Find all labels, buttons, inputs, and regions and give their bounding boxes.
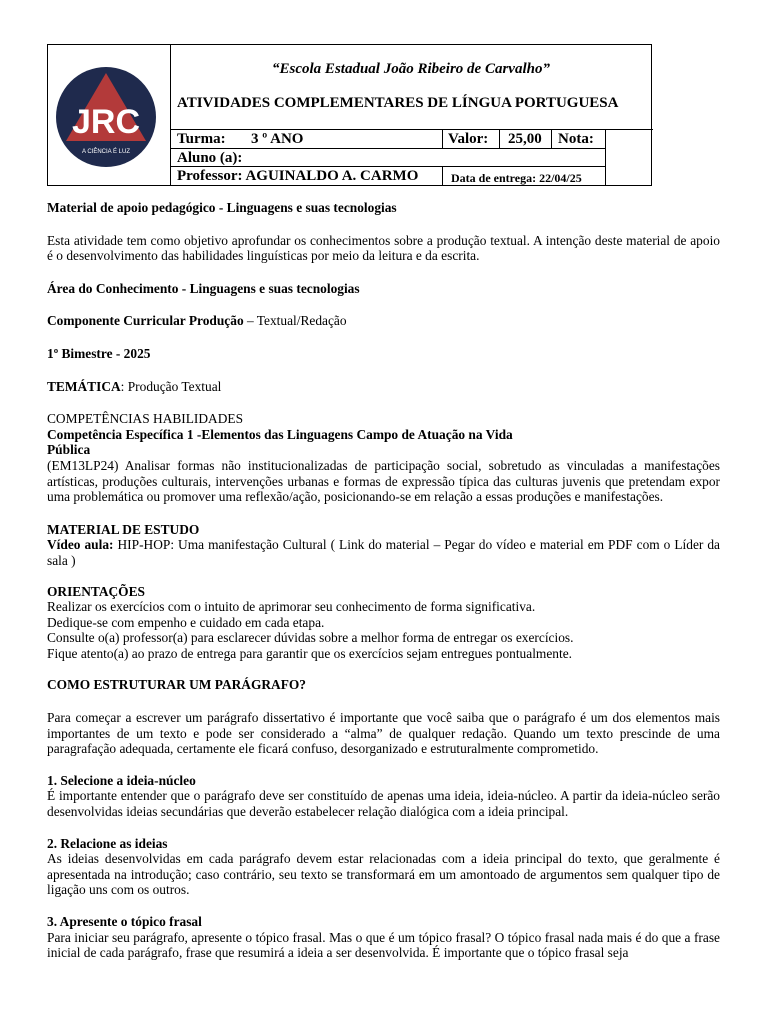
competency-specific: Competência Específica 1 -Elementos das Linguagens Campo de Atuação na Vida Pública [47, 426, 513, 458]
logo-text: JRC [71, 103, 141, 141]
turma-value: 3 º ANO [251, 131, 304, 147]
school-logo [54, 67, 158, 167]
study-material-heading: MATERIAL DE ESTUDO [47, 521, 200, 537]
valor-value: 25,00 [508, 131, 542, 147]
paragraph-heading: COMO ESTRUTURAR UM PARÁGRAFO? [47, 677, 306, 693]
step-title: 1. Selecione a ideia-núcleo [47, 772, 196, 788]
logo-motto: A CIÊNCIA É LUZ [81, 149, 131, 155]
header-table [47, 44, 652, 186]
component-line [47, 313, 720, 329]
step-text: Para iniciar seu parágrafo, apresente o tópico frasal. Mas o que é um tópico frasal? O tópico frasal nada mais é do que a frase inicial de cada parágrafo, frase que resumirá a ideia a ser desenvolvida. É importante que o tópico frasal seja [47, 929, 720, 961]
guideline-item: Dedique-se com empenho e cuidado em cada etapa. [47, 614, 325, 630]
bimester: 1º Bimestre - 2025 [47, 345, 151, 361]
support-title: Material de apoio pedagógico - Linguagens e suas tecnologias [47, 200, 397, 215]
document-body [47, 200, 720, 961]
intro-paragraph: Esta atividade tem como objetivo aprofundar os conhecimentos sobre a produção textual. A intenção deste material de apoio é o desenvolvimento das habilidades linguísticas por meio da leitura e da escrita. [47, 232, 720, 264]
theme-label: TEMÁTICA [47, 378, 121, 394]
aluno-label: Aluno (a): [177, 150, 243, 166]
video-text: HIP-HOP: Uma manifestação Cultural ( Link do material – Pegar do vídeo e material em PDF com o Líder da sala ) [47, 537, 721, 568]
valor-label: Valor: [448, 131, 489, 147]
step-title: 3. Apresente o tópico frasal [47, 914, 202, 929]
school-name: “Escola Estadual João Ribeiro de Carvalho” [272, 61, 550, 77]
component-rest: – Textual/Redação [243, 313, 347, 329]
guidelines-heading: ORIENTAÇÕES [47, 583, 145, 599]
area-heading: Área do Conhecimento - Linguagens e suas tecnologias [47, 280, 360, 296]
professor-label: Professor: AGUINALDO A. CARMO [177, 168, 419, 184]
delivery-date: Data de entrega: 22/04/25 [451, 171, 582, 185]
guideline-item: Fique atento(a) ao prazo de entrega para garantir que os exercícios sejam entregues pontualmente. [47, 645, 572, 661]
turma-label: Turma: [177, 131, 226, 147]
step-text: É importante entender que o parágrafo deve ser constituído de apenas uma ideia, ideia-núcleo. A partir da ideia-núcleo serão desenvolvidas ideias secundárias que deverão estabelecer relação dialógica com a ideia principal. [47, 788, 720, 820]
guideline-item: Realizar os exercícios com o intuito de aprimorar seu conhecimento de forma significativa. [47, 599, 536, 615]
component-bold: Componente Curricular Produção [47, 313, 244, 329]
logo-cell [48, 45, 171, 185]
video-label: Vídeo aula: [47, 537, 114, 553]
theme-line [47, 379, 720, 395]
theme-value: : Produção Textual [120, 378, 222, 394]
video-line [47, 537, 720, 568]
paragraph-intro: Para começar a escrever um parágrafo dissertativo é importante que você saiba que o parágrafo é um dos elementos mais importantes de um texto e pode ser considerado a “alma” de qualquer redação. Quando um texto prescinde de uma paragrafação adequada, certamente ele ficará confuso, desorganizado e estruturalmente comprometido. [47, 710, 720, 757]
step-title: 2. Relacione as ideias [47, 835, 168, 851]
nota-label: Nota: [558, 131, 594, 147]
skill-text: (EM13LP24) Analisar formas não institucionalizadas de participação social, sobretudo as vinculadas a manifestações artísticas, produções culturais, intervenções urbanas e formas de expressão típica das culturas juvenis que pretendam expor uma problemática ou promover uma reflexão/ação, posicionando-se em relação a essas produções e manifestações. [47, 457, 720, 505]
activity-title: ATIVIDADES COMPLEMENTARES DE LÍNGUA PORTUGUESA [177, 95, 619, 111]
step-text: As ideias desenvolvidas em cada parágrafo devem estar relacionadas com a ideia principal do texto, que geralmente é apresentada na introdução; caso contrário, seu texto se transformará em um amontoado de argumentos sem qualquer tipo de ligação uns com os outros. [47, 851, 720, 898]
guideline-item: Consulte o(a) professor(a) para esclarecer dúvidas sobre a melhor forma de entregar os exercícios. [47, 630, 574, 646]
competencies-heading: COMPETÊNCIAS HABILIDADES [47, 411, 244, 427]
